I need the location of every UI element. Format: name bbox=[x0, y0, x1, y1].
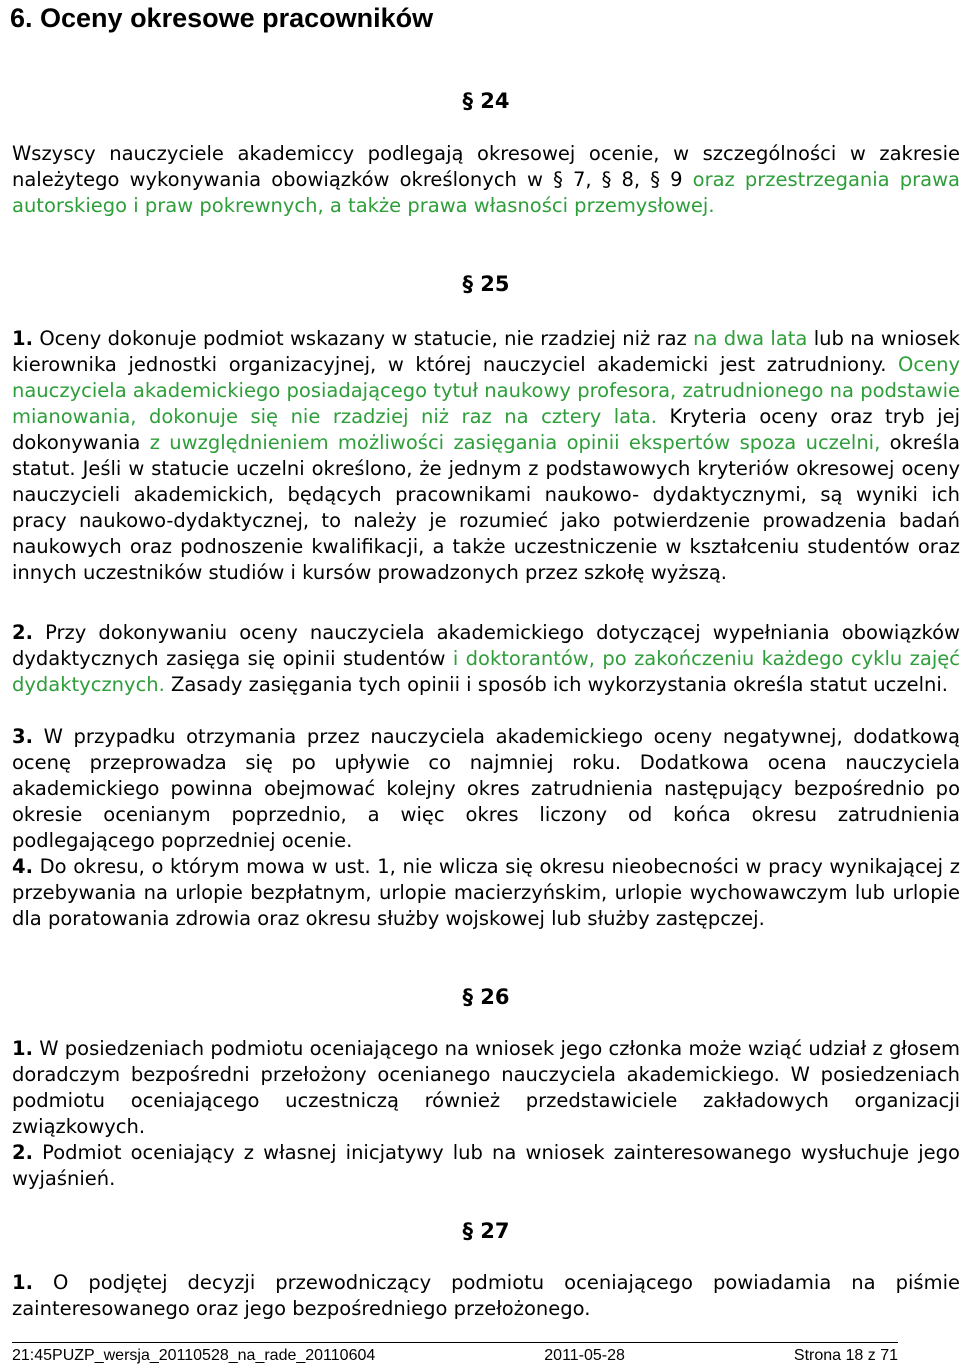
paragraph-25-1: 1. Oceny dokonuje podmiot wskazany w statucie, nie rzadziej niż raz na dwa lata lub na wniosek kierownika jednostki organizacyjnej, w której nauczyciel akademicki jest zatrudniony. Oceny nauczyciela akademickiego posiadającego tytuł naukowy profesora, zatrudnionego na podstawie mianowania, dokonuje się nie rzadziej niż raz na cztery lata. Kryteria oceny oraz tryb jej dokonywania z uwzględnieniem możliwości zasięgania opinii ekspertów spoza uczelni, określa statut. Jeśli w statucie uczelni określono, że jednym z podstawowych kryteriów okresowej oceny nauczycieli akademickich, będących pracownikami naukowo- dydaktycznymi, są wyniki ich pracy naukowo-dydaktycznej, to należy je rozumieć jako potwierdzenie prowadzenia badań naukowych oraz podnoszenie kwalifikacji, a także uczestniczenie w kształceniu studentów oraz innych uczestników studiów i kursów prowadzonych przez szkołę wyższą. bbox=[12, 327, 960, 584]
page-heading: 6. Oceny okresowe pracowników bbox=[10, 3, 434, 33]
section-24-heading: § 24 bbox=[462, 89, 510, 113]
section-25-heading: § 25 bbox=[462, 272, 510, 296]
footer-page-number: Strona 18 z 71 bbox=[793, 1347, 898, 1364]
paragraph-26-1: 1. W posiedzeniach podmiotu oceniającego na wniosek jego członka może wziąć udział z głosem doradczym bezpośredni przełożony ocenianego nauczyciela akademickiego. W posiedzeniach podmiotu oceniającego uczestniczą również przedstawiciele zakładowych organizacji związkowych. bbox=[12, 1037, 960, 1138]
section-27-heading: § 27 bbox=[462, 1219, 510, 1243]
paragraph-25-3: 3. W przypadku otrzymania przez nauczyciela akademickiego oceny negatywnej, dodatkową ocenę przeprowadza się po upływie co najmniej roku. Dodatkowa ocena nauczyciela akademickiego powinna obejmować kolejny okres zatrudnienia następujący bezpośrednio po okresie ocenianym poprzednio, a więc okres liczony od końca okresu zatrudnienia podlegającego poprzedniej ocenie. bbox=[12, 725, 960, 852]
paragraph-26-2: 2. Podmiot oceniający z własnej inicjatywy lub na wniosek zainteresowanego wysłuchuje jego wyjaśnień. bbox=[12, 1141, 960, 1190]
section-26-heading: § 26 bbox=[462, 985, 510, 1009]
paragraph-27-1: 1. O podjętej decyzji przewodniczący podmiotu oceniającego powiadamia na piśmie zainteresowanego oraz jego bezpośredniego przełożonego. bbox=[12, 1271, 960, 1320]
page-footer bbox=[12, 1342, 898, 1366]
footer-document-name: 21:45PUZP_wersja_20110528_na_rade_20110604 bbox=[12, 1347, 376, 1364]
paragraph-25-4: 4. Do okresu, o którym mowa w ust. 1, nie wlicza się okresu nieobecności w pracy wynikającej z przebywania na urlopie bezpłatnym, urlopie macierzyńskim, urlopie wychowawczym lub urlopie dla poratowania zdrowia oraz okresu służby wojskowej lub służby zastępczej. bbox=[12, 855, 960, 930]
footer-date: 2011-05-28 bbox=[544, 1347, 625, 1364]
paragraph-24: Wszyscy nauczyciele akademiccy podlegają okresowej ocenie, w szczególności w zakresie należytego wykonywania obowiązków określonych w § 7, § 8, § 9 oraz przestrzegania prawa autorskiego i praw pokrewnych, a także prawa własności przemysłowej. bbox=[12, 142, 960, 217]
paragraph-25-2: 2. Przy dokonywaniu oceny nauczyciela akademickiego dotyczącej wypełniania obowiązków dydaktycznych zasięga się opinii studentów i doktorantów, po zakończeniu każdego cyklu zajęć dydaktycznych. Zasady zasięgania tych opinii i sposób ich wykorzystania określa statut uczelni. bbox=[12, 621, 960, 696]
